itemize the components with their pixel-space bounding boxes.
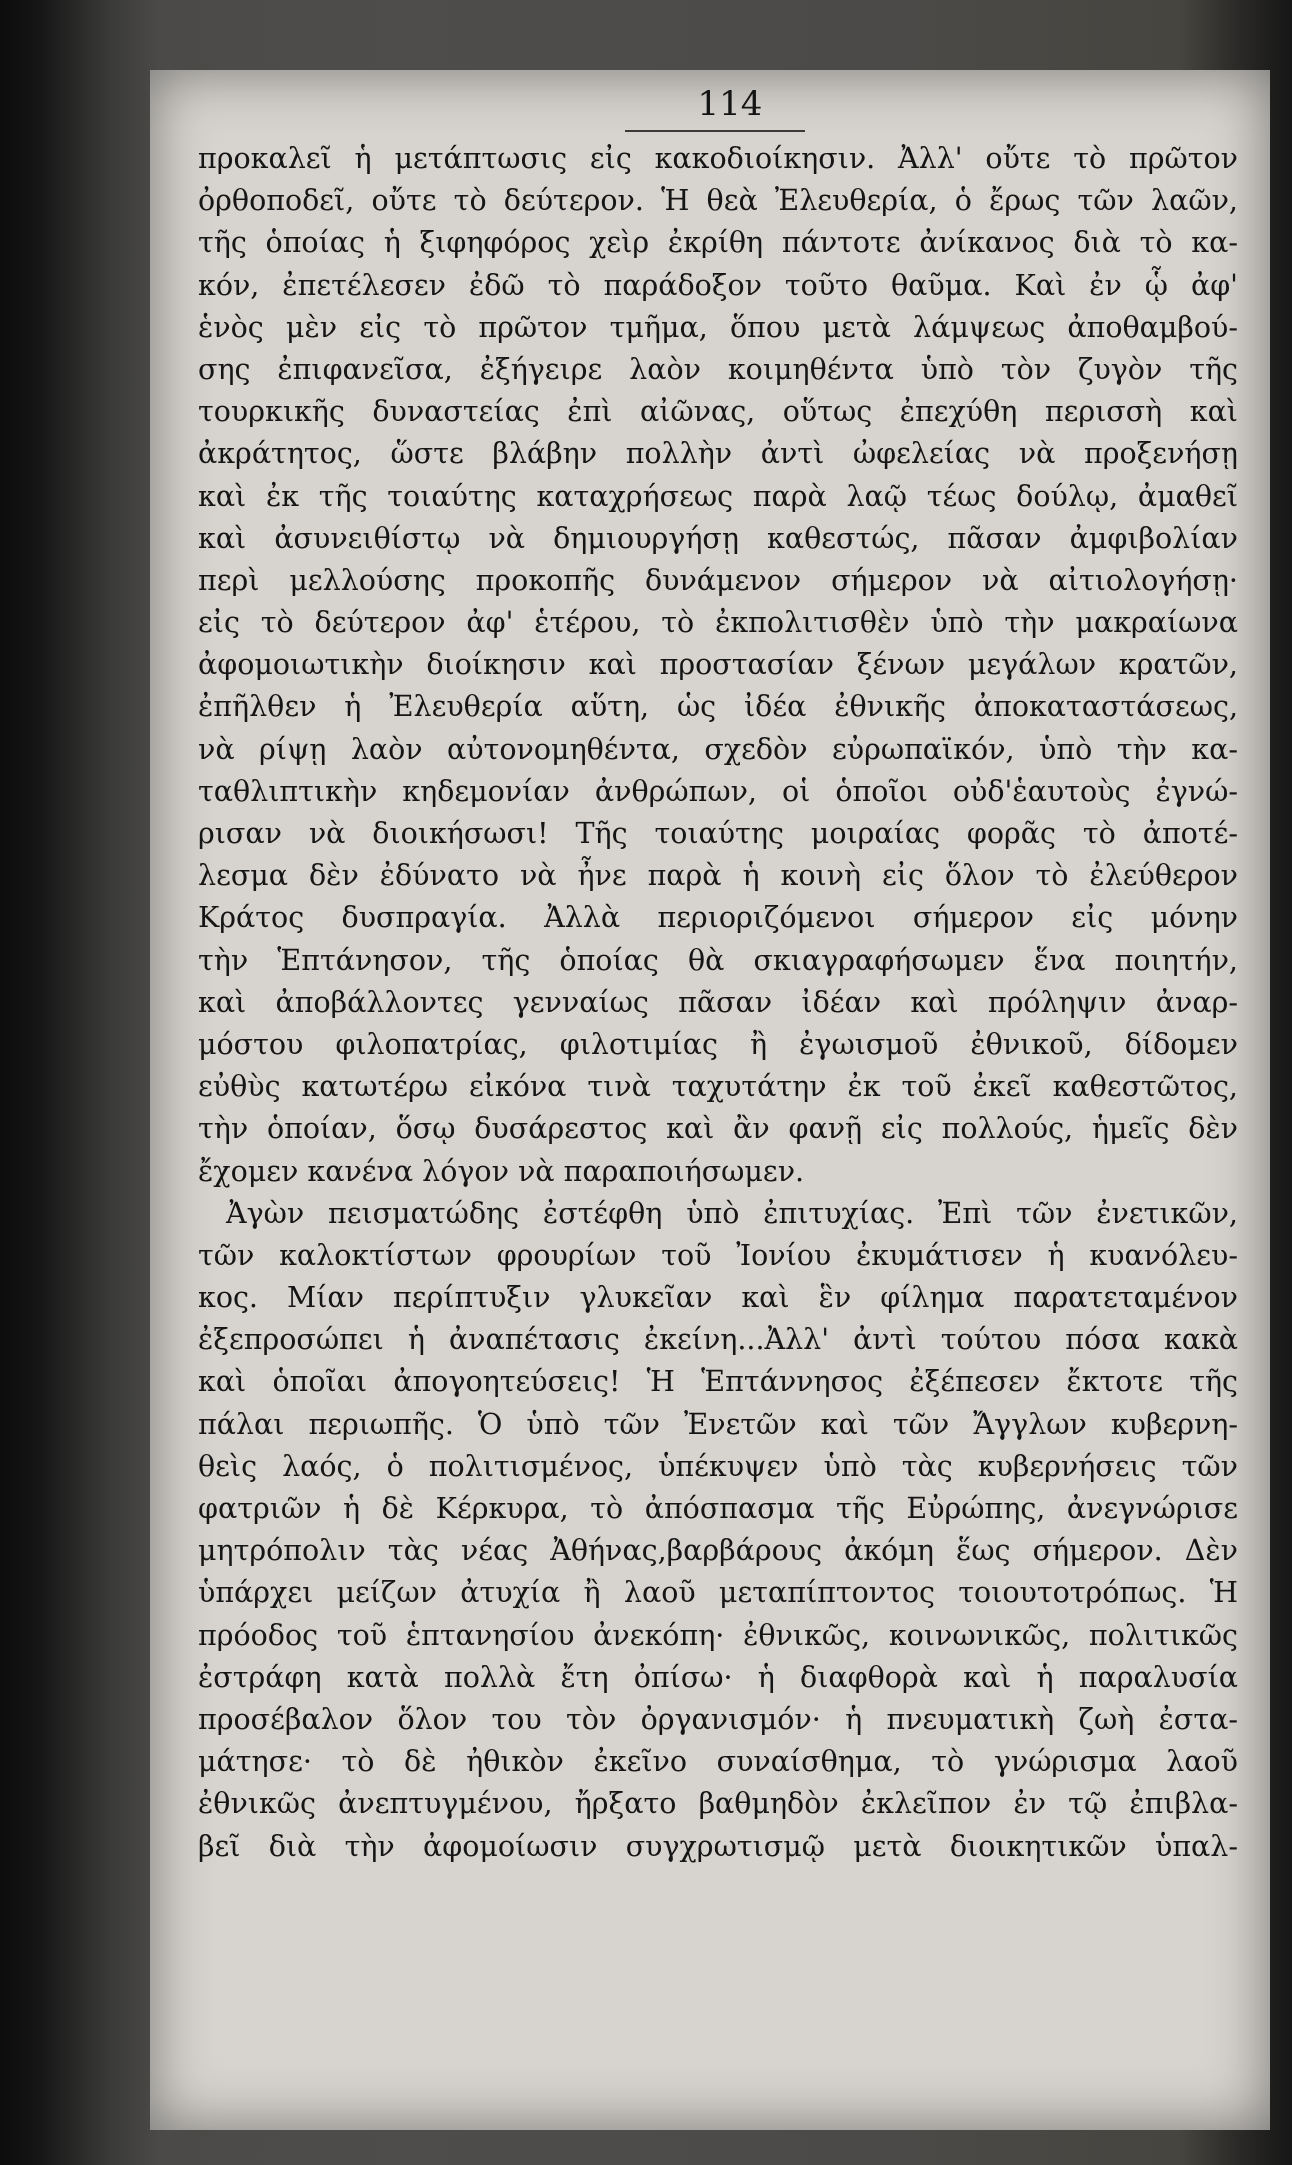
text-line: τῆς ὁποίας ἡ ξιφηφόρος χεὶρ ἐκρίθη πάντοτε ἀνίκανος διὰ τὸ κα-: [198, 226, 1238, 260]
text-line: μητρόπολιν τὰς νέας Ἀθήνας,βαρβάρους ἀκόμη ἕως σήμερον. Δὲν: [198, 1534, 1238, 1568]
text-line: καὶ ἀποβάλλοντες γενναίως πᾶσαν ἰδέαν καὶ πρόληψιν ἀναρ-: [198, 985, 1238, 1019]
text-line: ἐξεπροσώπει ἡ ἀναπέτασις ἐκείνη...Ἀλλ' ἀντὶ τούτου πόσα κακὰ: [198, 1323, 1238, 1357]
page-number-rule: [625, 130, 805, 132]
text-line: νὰ ρίψῃ λαὸν αὐτονομηθέντα, σχεδὸν εὐρωπαϊκόν, ὑπὸ τὴν κα-: [198, 732, 1238, 766]
text-line: Κράτος δυσπραγία. Ἀλλὰ περιοριζόμενοι σήμερον εἰς μόνην: [198, 901, 1238, 935]
text-line: ἀκράτητος, ὥστε βλάβην πολλὴν ἀντὶ ὠφελείας νὰ προξενήσῃ: [198, 437, 1238, 471]
text-line: προκαλεῖ ἡ μετάπτωσις εἰς κακοδιοίκησιν. Ἀλλ' οὔτε τὸ πρῶτον: [198, 142, 1238, 175]
text-line: ὑπάρχει μείζων ἀτυχία ἢ λαοῦ μεταπίπτοντος τοιουτοτρόπως. Ἡ: [198, 1576, 1238, 1610]
text-line: τουρκικῆς δυναστείας ἐπὶ αἰῶνας, οὕτως ἐπεχύθη περισσὴ καὶ: [198, 395, 1238, 429]
text-line: προσέβαλον ὅλον του τὸν ὀργανισμόν· ἡ πνευματικὴ ζωὴ ἐστα-: [198, 1702, 1238, 1736]
text-line: Ἀγὼν πεισματώδης ἐστέφθη ὑπὸ ἐπιτυχίας. Ἐπὶ τῶν ἐνετικῶν,: [226, 1196, 1238, 1230]
text-line: λεσμα δὲν ἐδύνατο νὰ ἦνε παρὰ ἡ κοινὴ εἰς ὅλον τὸ ἐλεύθερον: [198, 859, 1238, 893]
text-line: καὶ ὁποῖαι ἀπογοητεύσεις! Ἡ Ἑπτάννησος ἐξέπεσεν ἔκτοτε τῆς: [198, 1365, 1238, 1399]
book-page: [150, 70, 1270, 2130]
text-line: καὶ ἐκ τῆς τοιαύτης καταχρήσεως παρὰ λαῷ τέως δούλῳ, ἀμαθεῖ: [198, 479, 1238, 513]
text-line: καὶ ἀσυνειθίστῳ νὰ δημιουργήσῃ καθεστώς, πᾶσαν ἀμφιβολίαν: [198, 521, 1238, 555]
text-line: τῶν καλοκτίστων φρουρίων τοῦ Ἰονίου ἐκυμάτισεν ἡ κυανόλευ-: [198, 1238, 1238, 1272]
text-line: ἐστράφη κατὰ πολλὰ ἔτη ὀπίσω· ἡ διαφθορὰ καὶ ἡ παραλυσία: [198, 1660, 1238, 1694]
text-line: τὴν ὁποίαν, ὅσῳ δυσάρεστος καὶ ἂν φανῇ εἰς πολλούς, ἡμεῖς δὲν: [198, 1112, 1238, 1146]
text-line: κόν, ἐπετέλεσεν ἐδῶ τὸ παράδοξον τοῦτο θαῦμα. Καὶ ἐν ᾧ ἀφ': [198, 268, 1238, 302]
text-line: θεὶς λαός, ὁ πολιτισμένος, ὑπέκυψεν ὑπὸ τὰς κυβερνήσεις τῶν: [198, 1449, 1238, 1483]
text-line: φατριῶν ἡ δὲ Κέρκυρα, τὸ ἀπόσπασμα τῆς Εὐρώπης, ἀνεγνώρισε: [198, 1492, 1238, 1525]
text-line: πρόοδος τοῦ ἑπτανησίου ἀνεκόπη· ἐθνικῶς, κοινωνικῶς, πολιτικῶς: [198, 1618, 1238, 1652]
text-line: μόστου φιλοπατρίας, φιλοτιμίας ἢ ἐγωισμοῦ ἐθνικοῦ, δίδομεν: [198, 1027, 1238, 1061]
text-line: τὴν Ἑπτάνησον, τῆς ὁποίας θὰ σκιαγραφήσωμεν ἕνα ποιητήν,: [198, 943, 1238, 977]
page-number: 114: [697, 84, 763, 124]
text-line: περὶ μελλούσης προκοπῆς δυνάμενον σήμερον νὰ αἰτιολογήσῃ·: [198, 563, 1238, 597]
body-text: [198, 138, 1238, 1868]
text-line: μάτησε· τὸ δὲ ἠθικὸν ἐκεῖνο συναίσθημα, τὸ γνώρισμα λαοῦ: [198, 1745, 1238, 1779]
text-line: σης ἐπιφανεῖσα, ἐξήγειρε λαὸν κοιμηθέντα ὑπὸ τὸν ζυγὸν τῆς: [198, 352, 1238, 386]
text-line: εἰς τὸ δεύτερον ἀφ' ἑτέρου, τὸ ἐκπολιτισθὲν ὑπὸ τὴν μακραίωνα: [198, 606, 1238, 640]
text-line: ταθλιπτικὴν κηδεμονίαν ἀνθρώπων, οἱ ὁποῖοι οὐδ'ἑαυτοὺς ἐγνώ-: [198, 774, 1238, 808]
text-line: ὀρθοποδεῖ, οὔτε τὸ δεύτερον. Ἡ θεὰ Ἐλευθερία, ὁ ἔρως τῶν λαῶν,: [198, 184, 1238, 218]
text-line: πάλαι περιωπῆς. Ὁ ὑπὸ τῶν Ἐνετῶν καὶ τῶν Ἄγγλων κυβερνη-: [198, 1407, 1238, 1441]
text-line: βεῖ διὰ τὴν ἀφομοίωσιν συγχρωτισμῷ μετὰ διοικητικῶν ὑπαλ-: [198, 1829, 1238, 1863]
text-line: ἔχομεν κανένα λόγον νὰ παραποιήσωμεν.: [198, 1154, 805, 1188]
text-line: ἐθνικῶς ἀνεπτυγμένου, ἤρξατο βαθμηδὸν ἐκλεῖπον ἐν τῷ ἐπιβλα-: [198, 1787, 1238, 1821]
text-line: ἀφομοιωτικὴν διοίκησιν καὶ προστασίαν ξένων μεγάλων κρατῶν,: [198, 648, 1238, 682]
text-line: κος. Μίαν περίπτυξιν γλυκεῖαν καὶ ἓν φίλημα παρατεταμένον: [198, 1281, 1238, 1315]
text-line: ἐπῆλθεν ἡ Ἐλευθερία αὕτη, ὡς ἰδέα ἐθνικῆς ἀποκαταστάσεως,: [198, 690, 1238, 724]
text-line: ἑνὸς μὲν εἰς τὸ πρῶτον τμῆμα, ὅπου μετὰ λάμψεως ἀποθαμβού-: [198, 310, 1238, 344]
text-line: ρισαν νὰ διοικήσωσι! Τῆς τοιαύτης μοιραίας φορᾶς τὸ ἀποτέ-: [198, 817, 1238, 850]
text-line: εὐθὺς κατωτέρω εἰκόνα τινὰ ταχυτάτην ἐκ τοῦ ἐκεῖ καθεστῶτος,: [198, 1070, 1238, 1104]
